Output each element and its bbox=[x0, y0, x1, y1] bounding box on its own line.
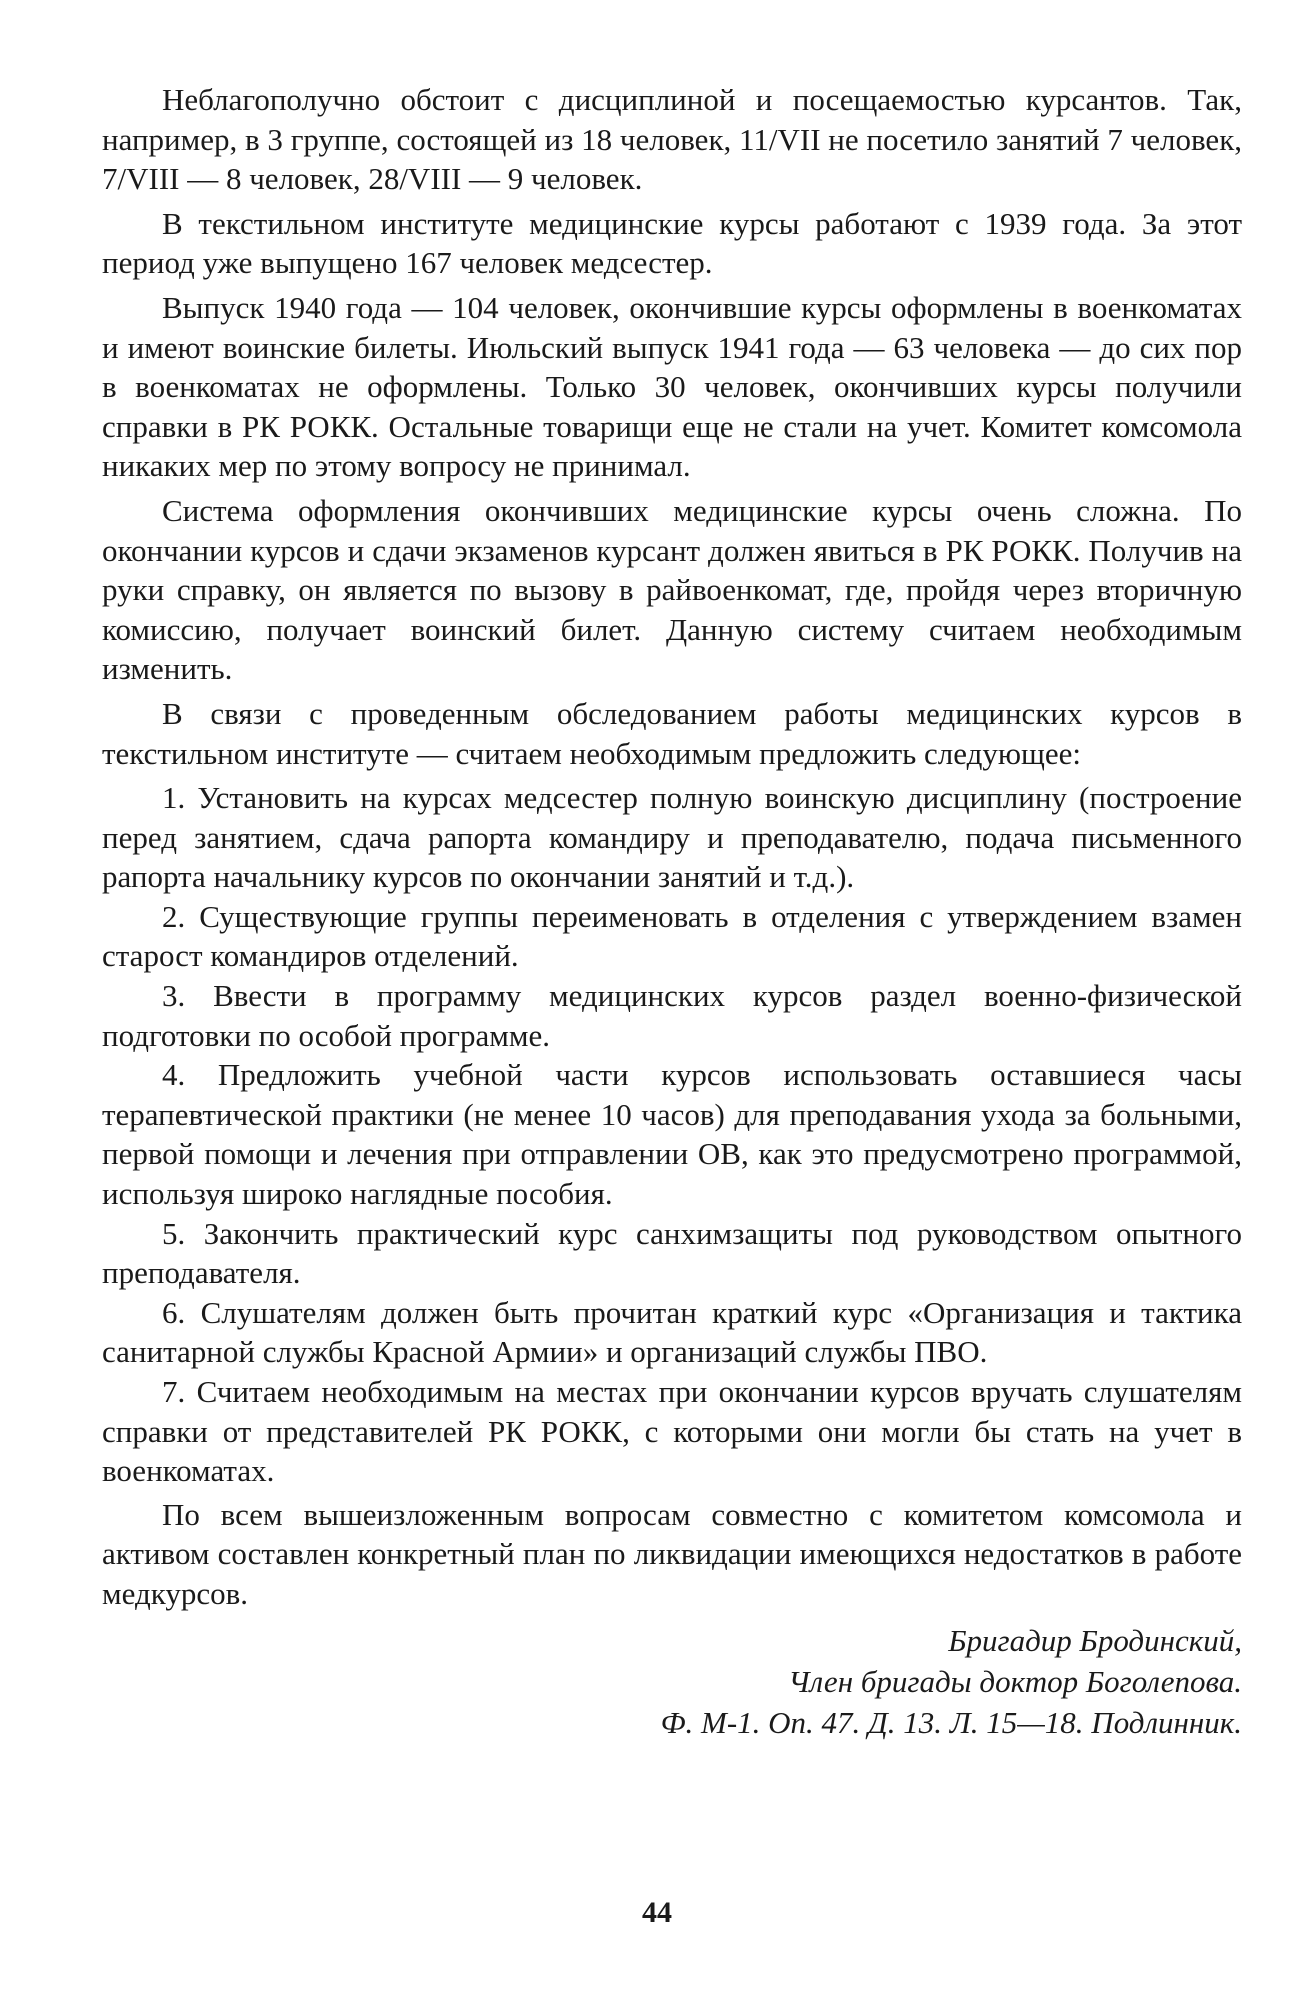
proposal-item-1: 1. Установить на курсах медсестер полную воинскую дисциплину (построение перед занятием, сдача рапорта командиру и преподавателю, подача письменного рапорта начальнику курсов по окончании занятий и т.д.). bbox=[102, 780, 1242, 895]
signature-brigadier: Бригадир Бродинский, bbox=[948, 1622, 1242, 1658]
proposal-item-6: 6. Слушателям должен быть прочитан краткий курс «Организация и тактика санитарной службы Красной Армии» и организаций службы ПВО. bbox=[102, 1294, 1242, 1370]
proposal-item-4: 4. Предложить учебной части курсов использовать оставшиеся часы терапевтической практики (не менее 10 часов) для преподавания ухода за больными, первой помощи и лечения при отправлении ОВ, как это предусмотрено программой, используя широко наглядные пособия. bbox=[102, 1057, 1242, 1212]
paragraph-discipline: Неблагополучно обстоит с дисциплиной и посещаемостью курсантов. Так, например, в 3 группе, состоящей из 18 человек, 11/VII не посетило занятий 7 человек, 7/VIII — 8 человек, 28/VIII — 9 человек. bbox=[102, 82, 1242, 197]
proposal-item-3: 3. Ввести в программу медицинских курсов раздел военно-физической подготовки по особой программе. bbox=[102, 978, 1242, 1053]
proposal-item-2: 2. Существующие группы переименовать в отделения с утверждением взамен старост командиров отделений. bbox=[102, 898, 1242, 974]
proposal-item-7: 7. Считаем необходимым на местах при окончании курсов вручать слушателям справки от представителей РК РОКК, с которыми они могли бы стать на учет в военкоматах. bbox=[102, 1374, 1242, 1489]
document-page bbox=[102, 80, 1242, 1743]
paragraph-registration-system: Система оформления окончивших медицинские курсы очень сложна. По окончании курсов и сдачи экзаменов курсант должен явиться в РК РОКК. Получив на руки справку, он является по вызову в райвоенкомат, где, пройдя через вторичную комиссию, получает воинский билет. Данную систему считаем необходимым изменить. bbox=[102, 492, 1242, 687]
signature-member: Член бригады доктор Боголепова. bbox=[788, 1663, 1242, 1699]
paragraph-conclusion: По всем вышеизложенным вопросам совместно с комитетом комсомола и активом составлен конкретный план по ликвидации имеющихся недостатков в работе медкурсов. bbox=[102, 1496, 1242, 1611]
proposal-item-5: 5. Закончить практический курс санхимзащиты под руководством опытного преподавателя. bbox=[102, 1215, 1242, 1291]
paragraph-proposals-intro: В связи с проведенным обследованием работы медицинских курсов в текстильном институте — считаем необходимым предложить следующее: bbox=[102, 695, 1242, 771]
archive-source-reference: Ф. М-1. Оп. 47. Д. 13. Л. 15—18. Подлинник. bbox=[660, 1704, 1242, 1740]
paragraph-graduates: Выпуск 1940 года — 104 человек, окончившие курсы оформлены в военкоматах и имеют воинские билеты. Июльский выпуск 1941 года — 63 человека — до сих пор в военкоматах не оформлены. Только 30 человек, окончивших курсы получили справки в РК РОКК. Остальные товарищи еще не стали на учет. Комитет комсомола никаких мер по этому вопросу не принимал. bbox=[102, 289, 1242, 484]
paragraph-courses-history: В текстильном институте медицинские курсы работают с 1939 года. За этот период уже выпущено 167 человек медсестер. bbox=[102, 205, 1242, 281]
signature-block bbox=[102, 1620, 1242, 1743]
page-number: 44 bbox=[642, 1896, 672, 1929]
